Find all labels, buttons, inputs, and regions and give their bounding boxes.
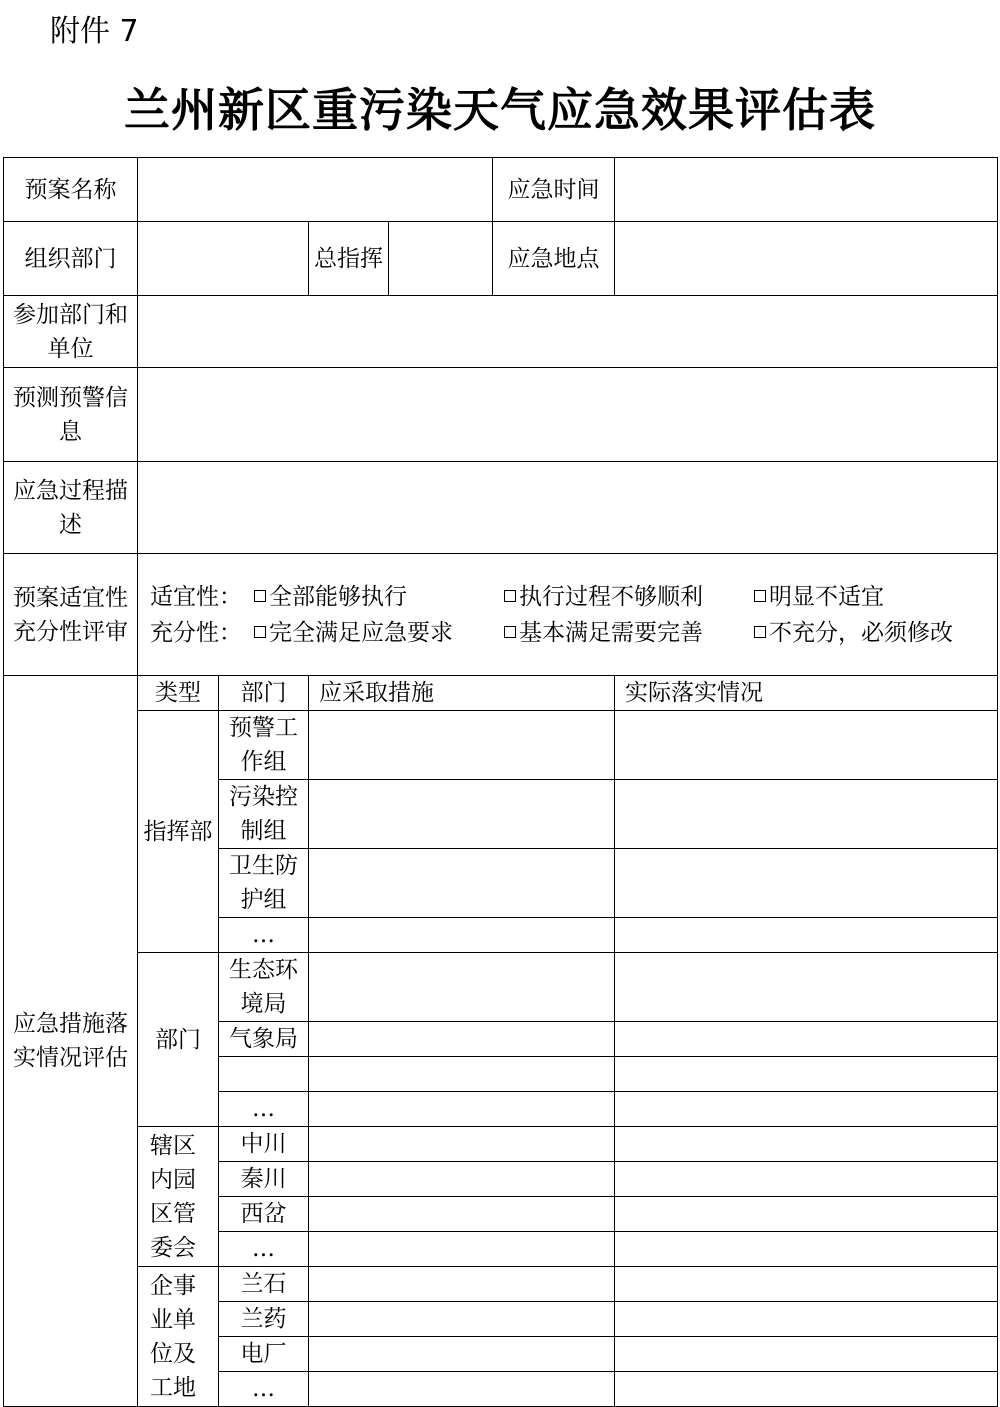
action-cell[interactable] (309, 918, 615, 953)
actual-cell[interactable] (615, 1162, 998, 1197)
actual-cell[interactable] (615, 918, 998, 953)
group-type-command: 指挥部 (138, 711, 219, 953)
actual-cell[interactable] (615, 1127, 998, 1162)
dept-cell: 西岔 (219, 1197, 309, 1232)
sufficiency-option-3[interactable]: 不充分，必须修改 (754, 616, 953, 650)
header-actual: 实际落实情况 (615, 676, 998, 711)
action-cell[interactable] (309, 1197, 615, 1232)
action-cell[interactable] (309, 780, 615, 849)
response-time-field[interactable] (615, 158, 998, 222)
sufficiency-label: 充分性： (150, 619, 242, 646)
evaluation-form-table (3, 157, 998, 1407)
participants-field[interactable] (138, 296, 998, 368)
dept-cell: … (219, 1092, 309, 1127)
forecast-field[interactable] (138, 368, 998, 462)
org-dept-field[interactable] (138, 222, 309, 296)
dept-cell: … (219, 918, 309, 953)
sufficiency-line (150, 615, 997, 651)
header-dept: 部门 (219, 676, 309, 711)
dept-cell: 中川 (219, 1127, 309, 1162)
action-cell[interactable] (309, 1057, 615, 1092)
action-cell[interactable] (309, 849, 615, 918)
sufficiency-option-1[interactable]: 完全满足应急要求 (254, 616, 504, 650)
action-cell[interactable] (309, 1372, 615, 1407)
action-cell[interactable] (309, 1337, 615, 1372)
forecast-label: 预测预警信息 (4, 368, 138, 462)
process-label: 应急过程描述 (4, 462, 138, 554)
commander-label: 总指挥 (309, 222, 389, 296)
review-label: 预案适宜性充分性评审 (4, 554, 138, 676)
dept-cell: 预警工作组 (219, 711, 309, 780)
page-title: 兰州新区重污染天气应急效果评估表 (124, 83, 876, 137)
action-cell[interactable] (309, 1092, 615, 1127)
dept-cell: 电厂 (219, 1337, 309, 1372)
response-time-label: 应急时间 (493, 158, 615, 222)
commander-field[interactable] (389, 222, 493, 296)
dept-cell: 气象局 (219, 1022, 309, 1057)
dept-cell: 卫生防护组 (219, 849, 309, 918)
actual-cell[interactable] (615, 1337, 998, 1372)
checkbox-icon[interactable] (254, 626, 266, 638)
action-cell[interactable] (309, 1022, 615, 1057)
actual-cell[interactable] (615, 849, 998, 918)
attachment-label: 附件 7 (50, 14, 139, 49)
checkbox-icon[interactable] (754, 626, 766, 638)
suitability-line (150, 579, 997, 615)
action-cell[interactable] (309, 1302, 615, 1337)
response-place-label: 应急地点 (493, 222, 615, 296)
actual-cell[interactable] (615, 953, 998, 1022)
plan-name-label: 预案名称 (4, 158, 138, 222)
participants-label: 参加部门和单位 (4, 296, 138, 368)
action-cell[interactable] (309, 1267, 615, 1302)
checkbox-icon[interactable] (504, 626, 516, 638)
dept-cell: … (219, 1372, 309, 1407)
response-place-field[interactable] (615, 222, 998, 296)
dept-cell: 生态环境局 (219, 953, 309, 1022)
actual-cell[interactable] (615, 1267, 998, 1302)
actual-cell[interactable] (615, 1232, 998, 1267)
header-type: 类型 (138, 676, 219, 711)
actual-cell[interactable] (615, 1372, 998, 1407)
dept-cell: … (219, 1232, 309, 1267)
sufficiency-option-2[interactable]: 基本满足需要完善 (504, 616, 754, 650)
dept-cell (219, 1057, 309, 1092)
action-cell[interactable] (309, 711, 615, 780)
group-type-park: 辖区内园区管委会 (138, 1127, 219, 1267)
plan-name-field[interactable] (138, 158, 493, 222)
suitability-option-1[interactable]: 全部能够执行 (254, 580, 504, 614)
action-cell[interactable] (309, 1162, 615, 1197)
actual-cell[interactable] (615, 1092, 998, 1127)
dept-cell: 污染控制组 (219, 780, 309, 849)
actual-cell[interactable] (615, 1197, 998, 1232)
checkbox-icon[interactable] (254, 590, 266, 602)
suitability-option-3[interactable]: 明显不适宜 (754, 580, 884, 614)
actual-cell[interactable] (615, 1302, 998, 1337)
actual-cell[interactable] (615, 1022, 998, 1057)
action-cell[interactable] (309, 1232, 615, 1267)
dept-cell: 兰石 (219, 1267, 309, 1302)
checkbox-icon[interactable] (754, 590, 766, 602)
header-action: 应采取措施 (309, 676, 615, 711)
review-options (138, 554, 998, 676)
dept-cell: 兰药 (219, 1302, 309, 1337)
actual-cell[interactable] (615, 1057, 998, 1092)
measures-eval-label: 应急措施落实情况评估 (4, 676, 138, 1407)
dept-cell: 秦川 (219, 1162, 309, 1197)
process-field[interactable] (138, 462, 998, 554)
actual-cell[interactable] (615, 711, 998, 780)
org-dept-label: 组织部门 (4, 222, 138, 296)
group-type-dept: 部门 (138, 953, 219, 1127)
action-cell[interactable] (309, 1127, 615, 1162)
actual-cell[interactable] (615, 780, 998, 849)
suitability-option-2[interactable]: 执行过程不够顺利 (504, 580, 754, 614)
checkbox-icon[interactable] (504, 590, 516, 602)
action-cell[interactable] (309, 953, 615, 1022)
group-type-enterprise: 企事业单位及工地 (138, 1267, 219, 1407)
suitability-label: 适宜性： (150, 583, 242, 610)
